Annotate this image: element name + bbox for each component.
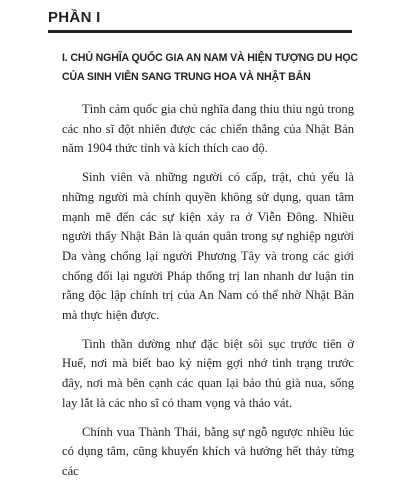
paragraph: Chính vua Thành Thái, bằng sự ngỗ ngược nhiều lúc có dụng tâm, cũng khuyến khích và hướng hết thảy từng các <box>62 424 354 478</box>
part-header <box>48 9 352 31</box>
part-title: PHẦN I <box>48 9 101 26</box>
paragraph: Tinh thần dường như đặc biệt sôi sục trước tiên ở Huế, nơi mà biết bao kỷ niệm gợi nhớ tình trạng trước đây, nơi mà bên cạnh các quan lại bảo thủ già nua, sống lay lắt là các nho sĩ có tham vọng và tháo vát. <box>62 336 354 410</box>
section-heading: I. CHỦ NGHĨA QUỐC GIA AN NAM VÀ HIỆN TƯỢNG DU HỌC CỦA SINH VIÊN SANG TRUNG HOA VÀ NHẬT BẢN <box>62 52 358 83</box>
paragraph: Tình cảm quốc gia chủ nghĩa đang thiu thiu ngủ trong các nho sĩ đột nhiên được các chiến thắng của Nhật Bản năm 1904 thức tỉnh và kích thích cao độ. <box>62 102 354 156</box>
part-divider <box>48 30 352 33</box>
paragraph: Sinh viên và những người có cấp, trật, chủ yếu là những người mà chính quyền không sử dụng, quan tâm mạnh mẽ đến các sự kiện xảy ra ở Viễn Đông. Nhiều người thấy Nhật Bản là quán quân trong sự nghiệp người Da vàng chống lại người Phương Tây và trong các giới chống đối lại người Pháp thống trị lan nhanh dư luận tin rằng độc lập chính trị của An Nam có thể nhờ Nhật Bản mà thực hiện được. <box>62 170 354 323</box>
body-text <box>62 100 354 491</box>
